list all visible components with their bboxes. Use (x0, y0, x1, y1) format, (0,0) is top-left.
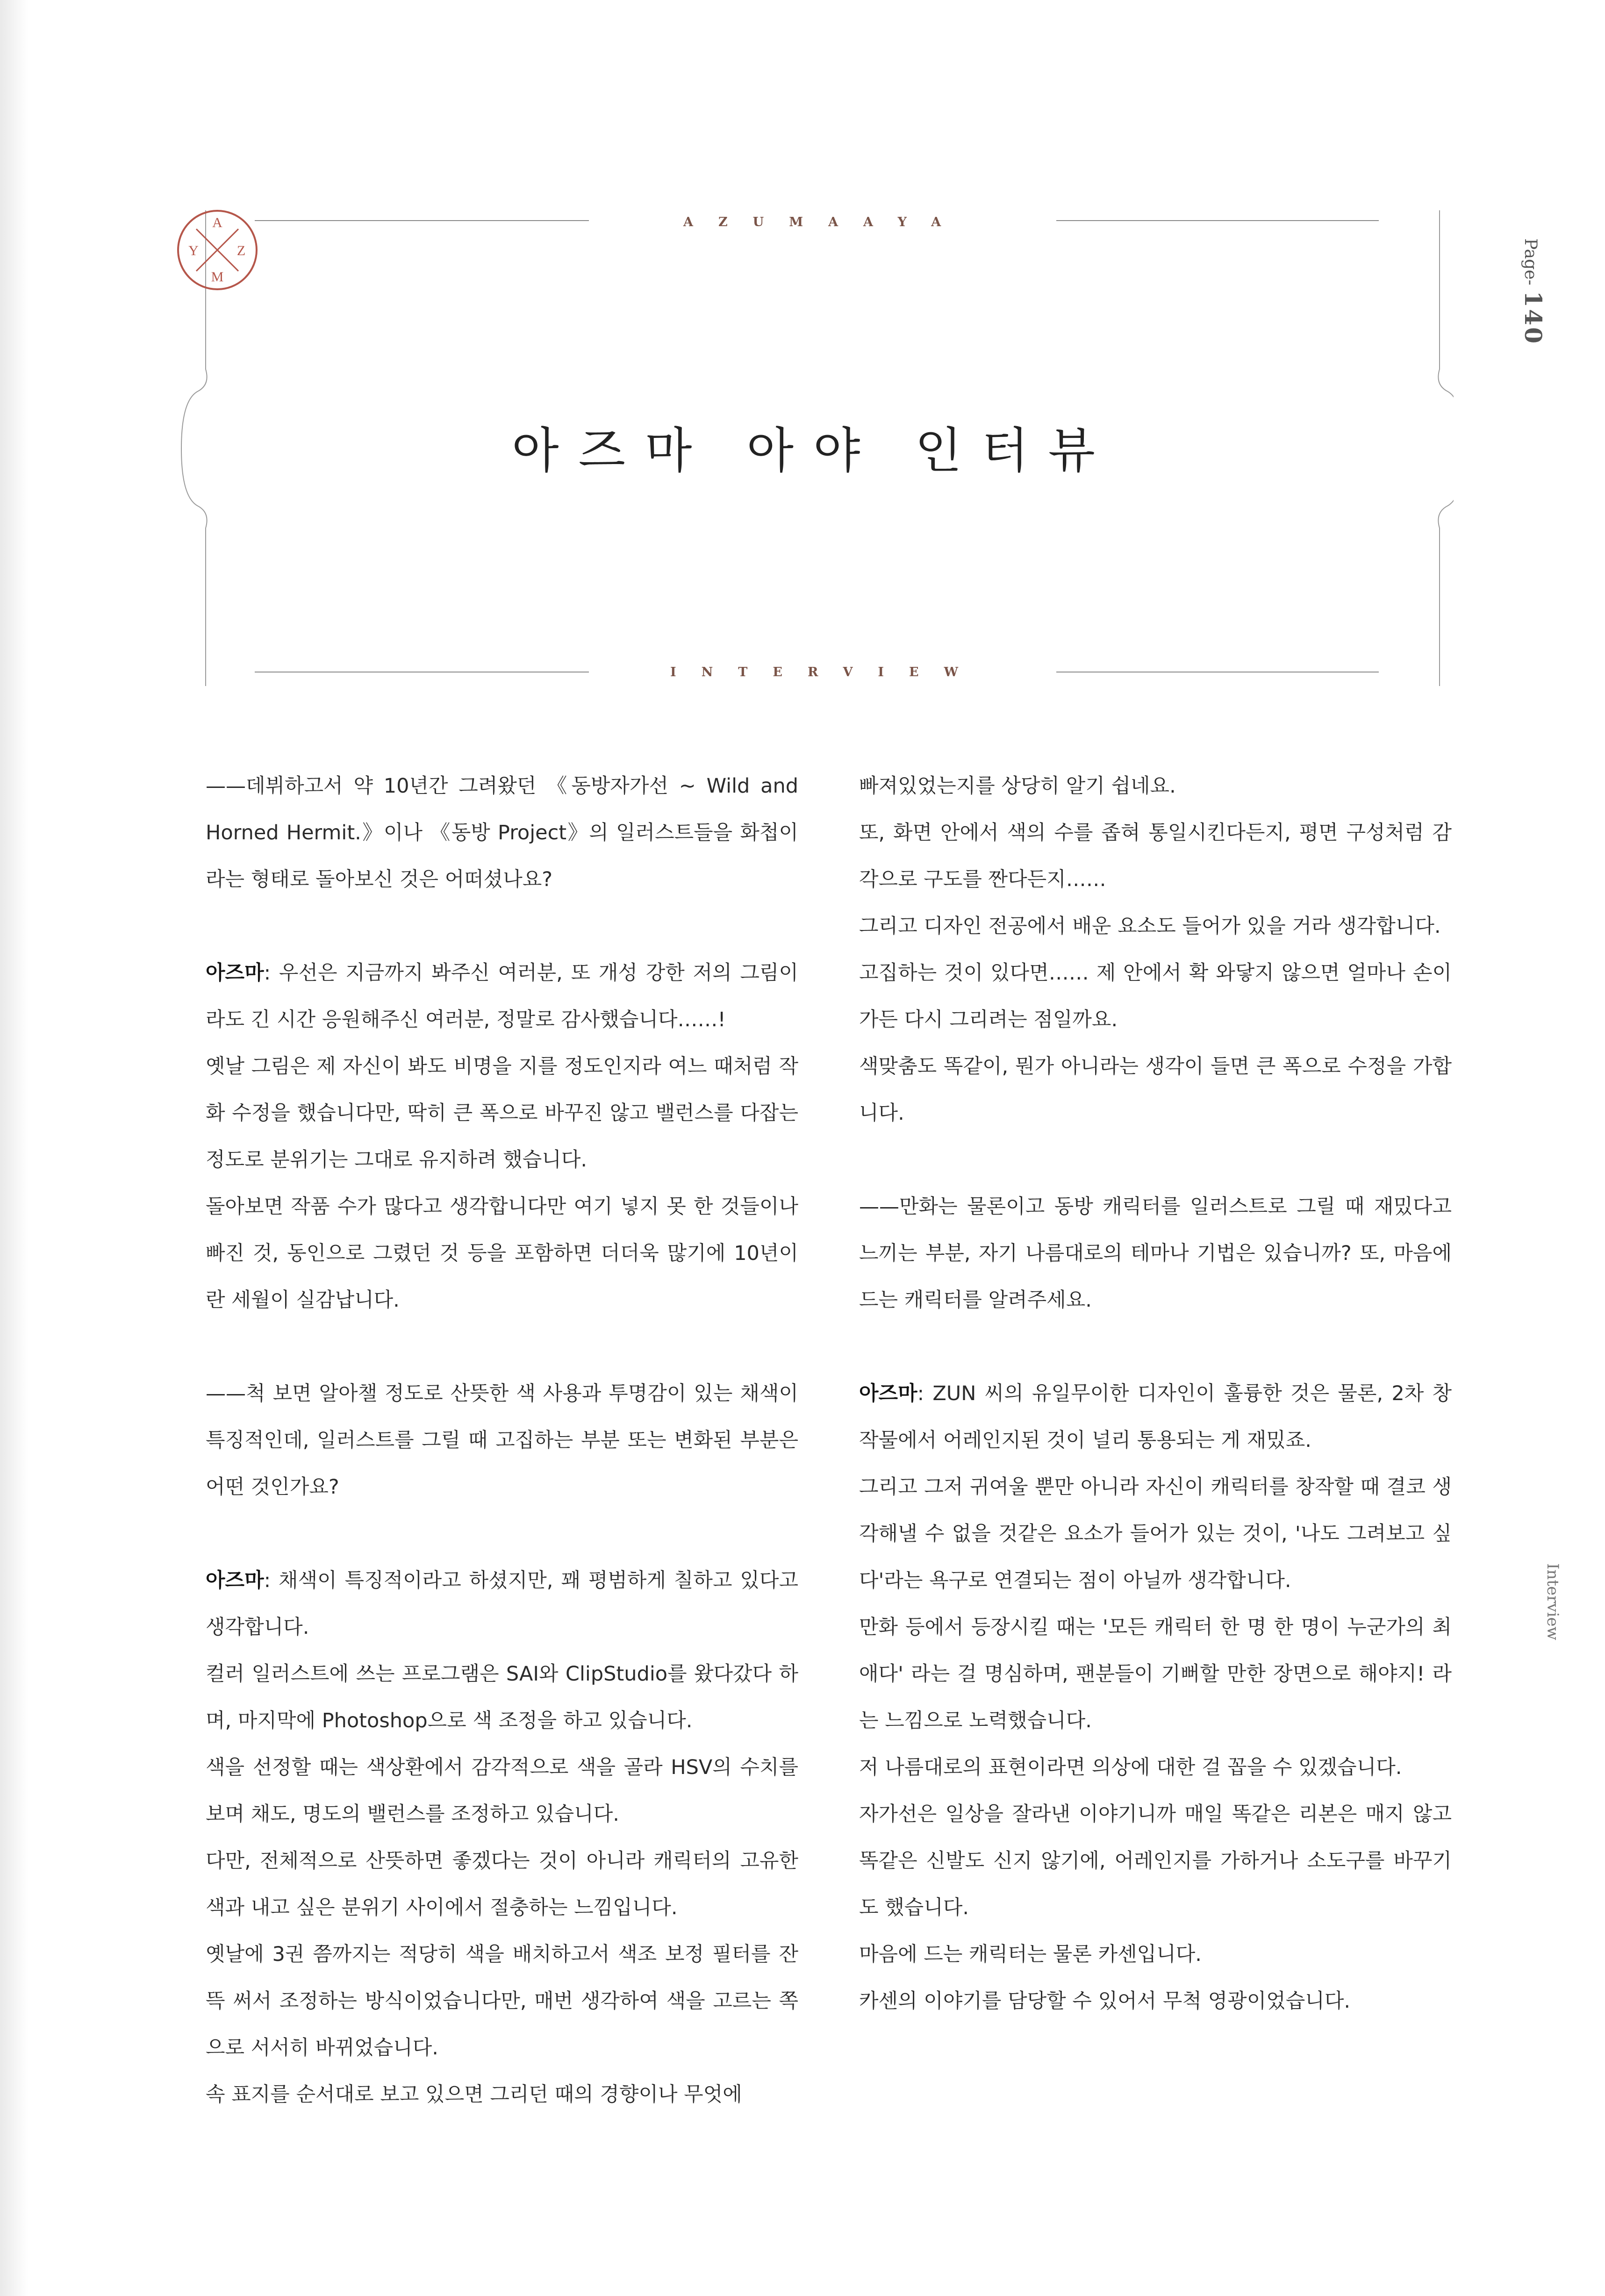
page-title: 아즈마 아야 인터뷰 (512, 422, 1115, 479)
page-number: 140 (1519, 291, 1547, 345)
right-text-column (859, 763, 1452, 2024)
svg-text:Y: Y (188, 243, 199, 258)
body-paragraph (859, 1791, 1452, 1931)
paragraph-text: 옛날에 3권 쯤까지는 적당히 색을 배치하고서 색조 보정 필터를 잔뜩 써서 조정하는 방식이었습니다만, 매번 생각하여 색을 고르는 쪽으로 서서히 바뀌었습니다. (206, 1943, 798, 2060)
paragraph-text: : ZUN 씨의 유일무이한 디자인이 훌륭한 것은 물론, 2차 창작물에서 어레인지된 것이 널리 통용되는 게 재밌죠. (859, 1382, 1452, 1452)
paragraph-gap (206, 1323, 798, 1370)
paragraph-text: 컬러 일러스트에 쓰는 프로그램은 SAI와 ClipStudio를 왔다갔다 하며, 마지막에 Photoshop으로 색 조정을 하고 있습니다. (206, 1662, 798, 1732)
interview-answer (206, 950, 798, 1043)
paragraph-text: ——만화는 물론이고 동방 캐릭터를 일러스트로 그릴 때 재밌다고 느끼는 부분, 자기 나름대로의 테마나 기법은 있습니까? 또, 마음에 드는 캐릭터를 알려주세요. (859, 1195, 1452, 1312)
paragraph-text: 돌아보면 작품 수가 많다고 생각합니다만 여기 넣지 못 한 것들이나 빠진 것, 동인으로 그렸던 것 등을 포함하면 더더욱 많기에 10년이란 세월이 실감납니다. (206, 1195, 798, 1312)
paragraph-text: : 채색이 특징적이라고 하셨지만, 꽤 평범하게 칠하고 있다고 생각합니다. (206, 1569, 798, 1639)
header-bottom-label: INTERVIEW (670, 665, 983, 680)
interview-question (206, 1370, 798, 1510)
body-paragraph (206, 1183, 798, 1323)
paragraph-text: 카센의 이야기를 담당할 수 있어서 무척 영광이었습니다. (859, 1989, 1351, 2013)
svg-text:M: M (211, 269, 224, 285)
paragraph-text: 다만, 전체적으로 산뜻하면 좋겠다는 것이 아니라 캐릭터의 고유한 색과 내고 싶은 분위기 사이에서 절충하는 느낌입니다. (206, 1849, 798, 1919)
page-number-marker (1519, 238, 1566, 379)
paragraph-text: 색맞춤도 똑같이, 뭔가 아니라는 생각이 들면 큰 폭으로 수정을 가합니다. (859, 1055, 1452, 1125)
header-top-label: AZUMAAYA (683, 215, 967, 229)
paragraph-text: 그리고 디자인 전공에서 배운 요소도 들어가 있을 거라 생각합니다. (859, 915, 1441, 938)
body-paragraph (206, 1744, 798, 1838)
speaker-name: 아즈마 (206, 1569, 264, 1592)
paragraph-text: 저 나름대로의 표현이라면 의상에 대한 걸 꼽을 수 있겠습니다. (859, 1756, 1402, 1779)
paragraph-text: 그리고 그저 귀여울 뿐만 아니라 자신이 캐릭터를 창작할 때 결코 생각해낼 수 없을 것같은 요소가 들어가 있는 것이, '나도 그려보고 싶다'라는 욕구로 연결되는 점이 아닐까 생각합니다. (859, 1475, 1452, 1592)
body-paragraph (206, 1838, 798, 1931)
left-text-column (206, 763, 798, 2118)
interview-answer (206, 1557, 798, 1651)
body-paragraph (859, 1604, 1452, 1744)
header-frame (173, 206, 1454, 692)
paragraph-text: 빠져있었는지를 상당히 알기 쉽네요. (859, 774, 1176, 798)
page-prefix: Page- (1521, 238, 1540, 286)
paragraph-text: 마음에 드는 캐릭터는 물론 카센입니다. (859, 1943, 1202, 1966)
svg-text:Z: Z (236, 243, 246, 258)
paragraph-gap (859, 1137, 1452, 1183)
speaker-name: 아즈마 (859, 1382, 917, 1405)
paragraph-text: ——데뷔하고서 약 10년간 그려왔던 《동방자가선 ~ Wild and Horned Hermit.》이나 《동방 Project》의 일러스트들을 화첩이라는 형태로 돌아보신 것은 어떠셨나요? (206, 774, 798, 891)
body-paragraph (859, 1931, 1452, 1978)
paragraph-text: 또, 화면 안에서 색의 수를 좁혀 통일시킨다든지, 평면 구성처럼 감각으로 구도를 짠다든지…… (859, 821, 1452, 891)
body-paragraph (206, 1043, 798, 1183)
body-paragraph (206, 1651, 798, 1744)
body-paragraph (859, 763, 1452, 809)
paragraph-text: 만화 등에서 등장시킬 때는 '모든 캐릭터 한 명 한 명이 누군가의 최애다' 라는 걸 명심하며, 팬분들이 기뻐할 만한 장면으로 해야지! 라는 느낌으로 노력했습니다. (859, 1616, 1452, 1732)
section-side-label (1542, 1563, 1570, 1657)
body-paragraph (206, 2071, 798, 2118)
paragraph-text: ——척 보면 알아챌 정도로 산뜻한 색 사용과 투명감이 있는 채색이 특징적인데, 일러스트를 그릴 때 고집하는 부분 또는 변화된 부분은 어떤 것인가요? (206, 1382, 798, 1499)
paragraph-gap (206, 903, 798, 950)
body-paragraph (859, 1043, 1452, 1137)
paragraph-text: 속 표지를 순서대로 보고 있으면 그리던 때의 경향이나 무엇에 (206, 2083, 742, 2106)
body-paragraph (206, 1931, 798, 2071)
body-paragraph (859, 1744, 1452, 1791)
paragraph-text: 고집하는 것이 있다면…… 제 안에서 확 와닿지 않으면 얼마나 손이 가든 다시 그리려는 점일까요. (859, 961, 1452, 1031)
page-edge-shadow (0, 0, 28, 2296)
body-paragraph (859, 950, 1452, 1043)
side-label-text: Interview (1543, 1563, 1562, 1640)
azm-seal-logo (173, 206, 262, 294)
interview-question (206, 763, 798, 903)
paragraph-text: 옛날 그림은 제 자신이 봐도 비명을 지를 정도인지라 여느 때처럼 작화 수정을 했습니다만, 딱히 큰 폭으로 바꾸진 않고 밸런스를 다잡는 정도로 분위기는 그대로 유지하려 했습니다. (206, 1055, 798, 1172)
paragraph-text: 자가선은 일상을 잘라낸 이야기니까 매일 똑같은 리본은 매지 않고 똑같은 신발도 신지 않기에, 어레인지를 가하거나 소도구를 바꾸기도 했습니다. (859, 1802, 1452, 1919)
interview-answer (859, 1370, 1452, 1464)
paragraph-gap (859, 1323, 1452, 1370)
paragraph-text: 색을 선정할 때는 색상환에서 감각적으로 색을 골라 HSV의 수치를 보며 채도, 명도의 밸런스를 조정하고 있습니다. (206, 1756, 798, 1826)
body-paragraph (859, 809, 1452, 903)
svg-text:A: A (212, 215, 222, 230)
body-paragraph (859, 1464, 1452, 1604)
paragraph-gap (206, 1510, 798, 1557)
interview-question (859, 1183, 1452, 1323)
speaker-name: 아즈마 (206, 961, 264, 985)
body-paragraph (859, 1978, 1452, 2024)
paragraph-text: : 우선은 지금까지 봐주신 여러분, 또 개성 강한 저의 그림이라도 긴 시간 응원해주신 여러분, 정말로 감사했습니다……! (206, 961, 798, 1031)
body-paragraph (859, 903, 1452, 950)
